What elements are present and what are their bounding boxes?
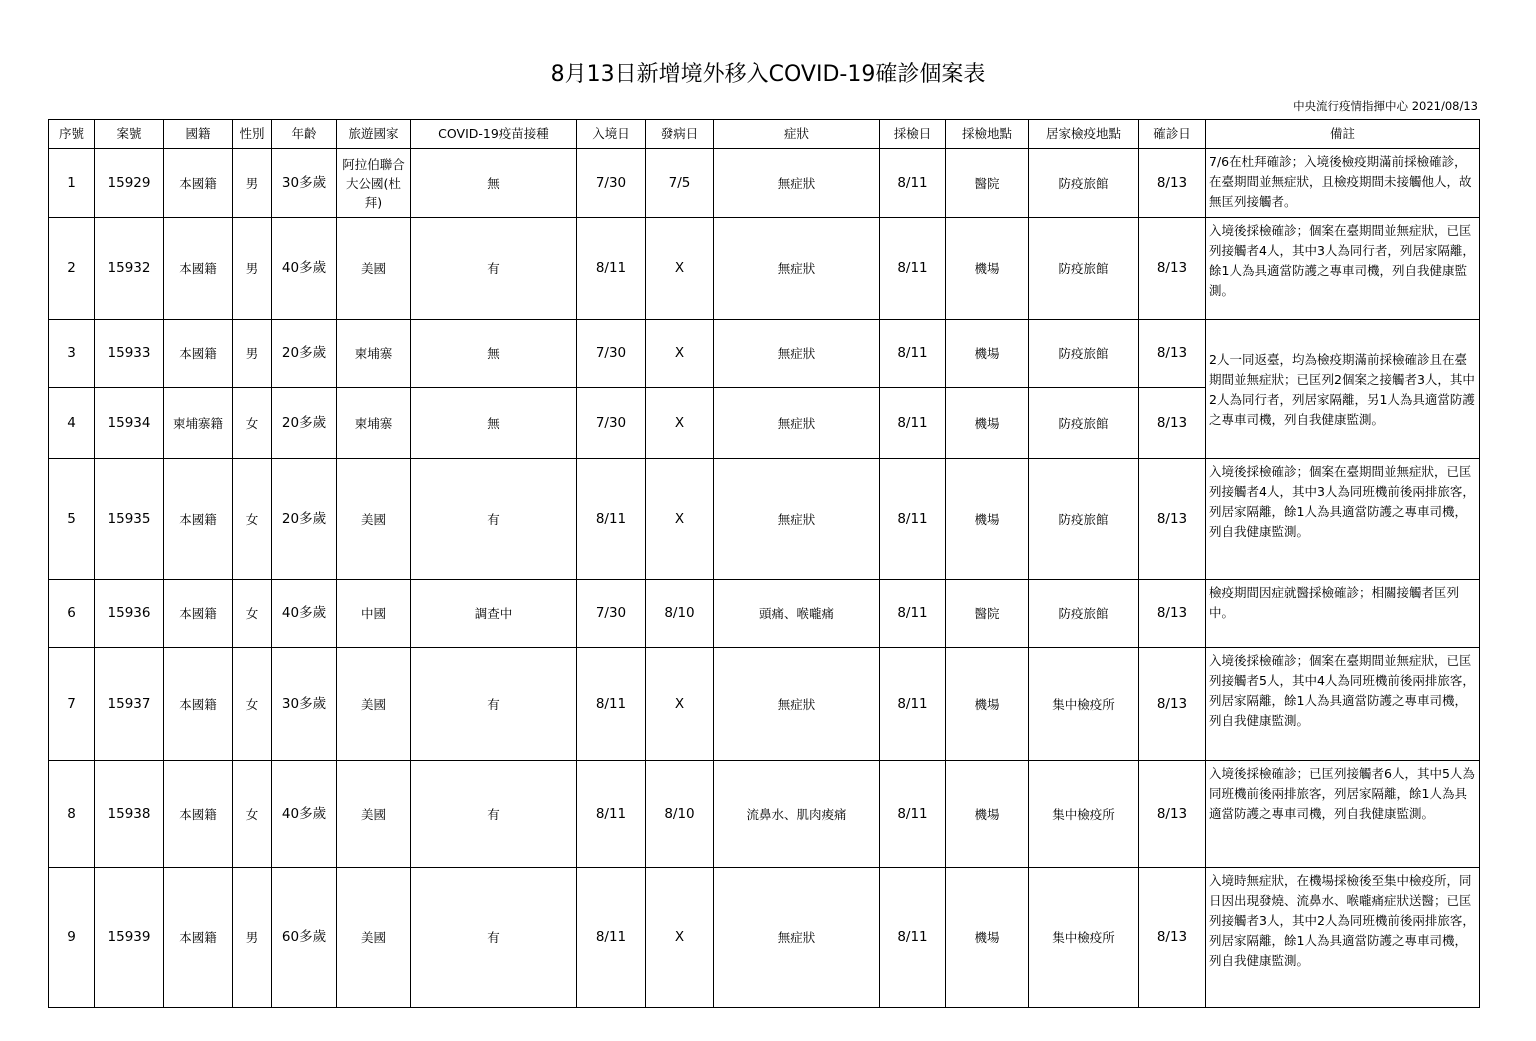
cell-sex: 女 (233, 459, 272, 580)
cell-quarantine: 防疫旅館 (1029, 149, 1139, 218)
cell-test-place: 機場 (946, 320, 1029, 388)
cell-onset: 8/10 (646, 580, 714, 648)
cell-travel: 美國 (337, 459, 411, 580)
cell-travel: 美國 (337, 648, 411, 761)
header-entry: 入境日 (577, 120, 646, 149)
cell-no: 9 (49, 868, 95, 1008)
cell-test-date: 8/11 (880, 149, 946, 218)
cell-travel: 中國 (337, 580, 411, 648)
cell-test-place: 機場 (946, 761, 1029, 868)
cell-remark: 7/6在杜拜確診；入境後檢疫期滿前採檢確診，在臺期間並無症狀，且檢疫期間未接觸他人，故無匡列接觸者。 (1206, 149, 1480, 218)
header-age: 年齡 (272, 120, 337, 149)
cell-onset: X (646, 320, 714, 388)
cell-onset: 7/5 (646, 149, 714, 218)
cell-no: 3 (49, 320, 95, 388)
cell-onset: X (646, 868, 714, 1008)
cell-no: 4 (49, 388, 95, 459)
table-row (49, 580, 1480, 648)
cell-nationality: 柬埔寨籍 (164, 388, 233, 459)
cell-test-place: 醫院 (946, 580, 1029, 648)
cell-no: 5 (49, 459, 95, 580)
cell-sex: 女 (233, 580, 272, 648)
cell-onset: 8/10 (646, 761, 714, 868)
page-title: 8月13日新增境外移入COVID-19確診個案表 (550, 62, 986, 87)
cell-entry: 8/11 (577, 459, 646, 580)
header-confirm: 確診日 (1139, 120, 1206, 149)
cell-vaccine: 無 (411, 149, 577, 218)
cell-symptom: 無症狀 (714, 218, 880, 320)
cell-test-place: 機場 (946, 868, 1029, 1008)
cell-onset: X (646, 459, 714, 580)
cell-nationality: 本國籍 (164, 149, 233, 218)
cell-symptom: 頭痛、喉嚨痛 (714, 580, 880, 648)
cell-no: 8 (49, 761, 95, 868)
cell-quarantine: 防疫旅館 (1029, 320, 1139, 388)
cell-remark: 入境後採檢確診；個案在臺期間並無症狀，已匡列接觸者5人，其中4人為同班機前後兩排旅客，列居家隔離，餘1人為具適當防護之專車司機，列自我健康監測。 (1206, 648, 1480, 761)
cell-vaccine: 有 (411, 218, 577, 320)
cell-vaccine: 有 (411, 761, 577, 868)
cell-test-place: 機場 (946, 218, 1029, 320)
cell-entry: 8/11 (577, 648, 646, 761)
cell-sex: 男 (233, 868, 272, 1008)
table-row (49, 218, 1480, 320)
cell-test-date: 8/11 (880, 868, 946, 1008)
cell-case: 15937 (95, 648, 164, 761)
cell-remark: 入境後採檢確診；個案在臺期間並無症狀，已匡列接觸者4人，其中3人為同班機前後兩排旅客，列居家隔離，餘1人為具適當防護之專車司機，列自我健康監測。 (1206, 459, 1480, 580)
table-row (49, 149, 1480, 218)
cell-symptom: 無症狀 (714, 648, 880, 761)
cell-age: 40多歲 (272, 580, 337, 648)
cell-age: 30多歲 (272, 149, 337, 218)
cell-sex: 女 (233, 761, 272, 868)
cell-age: 30多歲 (272, 648, 337, 761)
cell-age: 40多歲 (272, 761, 337, 868)
table-row (49, 320, 1480, 388)
cell-confirm: 8/13 (1139, 761, 1206, 868)
cell-travel: 美國 (337, 868, 411, 1008)
cell-entry: 7/30 (577, 580, 646, 648)
cell-vaccine: 無 (411, 320, 577, 388)
header-remark: 備註 (1206, 120, 1480, 149)
cell-entry: 8/11 (577, 761, 646, 868)
header-test-date: 採檢日 (880, 120, 946, 149)
cell-case: 15929 (95, 149, 164, 218)
cell-vaccine: 有 (411, 648, 577, 761)
cell-onset: X (646, 648, 714, 761)
cell-quarantine: 防疫旅館 (1029, 459, 1139, 580)
header-no: 序號 (49, 120, 95, 149)
cell-symptom: 無症狀 (714, 149, 880, 218)
cell-remark: 入境後採檢確診；已匡列接觸者6人，其中5人為同班機前後兩排旅客，列居家隔離，餘1人為具適當防護之專車司機，列自我健康監測。 (1206, 761, 1480, 868)
cell-test-place: 機場 (946, 388, 1029, 459)
cell-vaccine: 調查中 (411, 580, 577, 648)
cell-test-date: 8/11 (880, 218, 946, 320)
cell-symptom: 無症狀 (714, 459, 880, 580)
cell-no: 2 (49, 218, 95, 320)
cell-travel: 柬埔寨 (337, 320, 411, 388)
cell-symptom: 無症狀 (714, 868, 880, 1008)
cell-entry: 8/11 (577, 868, 646, 1008)
cell-entry: 7/30 (577, 388, 646, 459)
cell-vaccine: 有 (411, 459, 577, 580)
cell-no: 6 (49, 580, 95, 648)
case-table (48, 119, 1480, 1008)
cell-sex: 女 (233, 648, 272, 761)
cell-travel: 美國 (337, 761, 411, 868)
cell-nationality: 本國籍 (164, 868, 233, 1008)
cell-confirm: 8/13 (1139, 648, 1206, 761)
header-quarantine: 居家檢疫地點 (1029, 120, 1139, 149)
cell-entry: 8/11 (577, 218, 646, 320)
cell-confirm: 8/13 (1139, 459, 1206, 580)
cell-quarantine: 防疫旅館 (1029, 580, 1139, 648)
cell-entry: 7/30 (577, 149, 646, 218)
table-row (49, 459, 1480, 580)
cell-age: 20多歲 (272, 388, 337, 459)
cell-confirm: 8/13 (1139, 218, 1206, 320)
cell-entry: 7/30 (577, 320, 646, 388)
cell-case: 15934 (95, 388, 164, 459)
header-symptom: 症狀 (714, 120, 880, 149)
header-test-place: 採檢地點 (946, 120, 1029, 149)
cell-onset: X (646, 218, 714, 320)
cell-case: 15939 (95, 868, 164, 1008)
cell-age: 60多歲 (272, 868, 337, 1008)
cell-test-place: 機場 (946, 648, 1029, 761)
cell-test-place: 機場 (946, 459, 1029, 580)
cell-onset: X (646, 388, 714, 459)
cell-travel: 美國 (337, 218, 411, 320)
cell-travel: 阿拉伯聯合大公國(杜拜) (337, 149, 411, 218)
cell-confirm: 8/13 (1139, 580, 1206, 648)
source-date: 中央流行疫情指揮中心 2021/08/13 (1293, 99, 1478, 113)
cell-vaccine: 無 (411, 388, 577, 459)
cell-quarantine: 集中檢疫所 (1029, 648, 1139, 761)
cell-nationality: 本國籍 (164, 580, 233, 648)
table-row (49, 868, 1480, 1008)
cell-quarantine: 集中檢疫所 (1029, 761, 1139, 868)
header-row (49, 120, 1480, 149)
header-onset: 發病日 (646, 120, 714, 149)
cell-test-date: 8/11 (880, 388, 946, 459)
cell-remark: 2人一同返臺，均為檢疫期滿前採檢確診且在臺期間並無症狀；已匡列2個案之接觸者3人，其中2人為同行者，列居家隔離，另1人為具適當防護之專車司機，列自我健康監測。 (1206, 320, 1480, 459)
header-travel: 旅遊國家 (337, 120, 411, 149)
cell-case: 15938 (95, 761, 164, 868)
table-row (49, 648, 1480, 761)
cell-age: 40多歲 (272, 218, 337, 320)
cell-symptom: 流鼻水、肌肉痠痛 (714, 761, 880, 868)
cell-no: 7 (49, 648, 95, 761)
cell-age: 20多歲 (272, 459, 337, 580)
cell-confirm: 8/13 (1139, 388, 1206, 459)
cell-age: 20多歲 (272, 320, 337, 388)
cell-nationality: 本國籍 (164, 648, 233, 761)
cell-test-date: 8/11 (880, 459, 946, 580)
cell-quarantine: 防疫旅館 (1029, 218, 1139, 320)
cell-test-date: 8/11 (880, 761, 946, 868)
cell-test-date: 8/11 (880, 320, 946, 388)
cell-case: 15935 (95, 459, 164, 580)
cell-confirm: 8/13 (1139, 868, 1206, 1008)
header-nationality: 國籍 (164, 120, 233, 149)
cell-sex: 男 (233, 149, 272, 218)
cell-sex: 男 (233, 218, 272, 320)
header-case: 案號 (95, 120, 164, 149)
cell-nationality: 本國籍 (164, 218, 233, 320)
cell-symptom: 無症狀 (714, 320, 880, 388)
cell-no: 1 (49, 149, 95, 218)
cell-remark: 檢疫期間因症就醫採檢確診；相關接觸者匡列中。 (1206, 580, 1480, 648)
cell-confirm: 8/13 (1139, 149, 1206, 218)
cell-vaccine: 有 (411, 868, 577, 1008)
cell-remark: 入境時無症狀，在機場採檢後至集中檢疫所，同日因出現發燒、流鼻水、喉嚨痛症狀送醫；已匡列接觸者3人，其中2人為同班機前後兩排旅客，列居家隔離，餘1人為具適當防護之專車司機，列自我健康監測。 (1206, 868, 1480, 1008)
cell-case: 15936 (95, 580, 164, 648)
cell-case: 15932 (95, 218, 164, 320)
cell-quarantine: 集中檢疫所 (1029, 868, 1139, 1008)
header-sex: 性別 (233, 120, 272, 149)
cell-test-date: 8/11 (880, 648, 946, 761)
cell-test-place: 醫院 (946, 149, 1029, 218)
cell-confirm: 8/13 (1139, 320, 1206, 388)
table-row (49, 761, 1480, 868)
cell-sex: 男 (233, 320, 272, 388)
cell-nationality: 本國籍 (164, 459, 233, 580)
cell-sex: 女 (233, 388, 272, 459)
cell-nationality: 本國籍 (164, 320, 233, 388)
cell-quarantine: 防疫旅館 (1029, 388, 1139, 459)
cell-remark: 入境後採檢確診；個案在臺期間並無症狀，已匡列接觸者4人，其中3人為同行者，列居家隔離，餘1人為具適當防護之專車司機，列自我健康監測。 (1206, 218, 1480, 320)
cell-nationality: 本國籍 (164, 761, 233, 868)
cell-case: 15933 (95, 320, 164, 388)
cell-travel: 柬埔寨 (337, 388, 411, 459)
cell-test-date: 8/11 (880, 580, 946, 648)
header-vaccine: COVID-19疫苗接種 (411, 120, 577, 149)
cell-symptom: 無症狀 (714, 388, 880, 459)
